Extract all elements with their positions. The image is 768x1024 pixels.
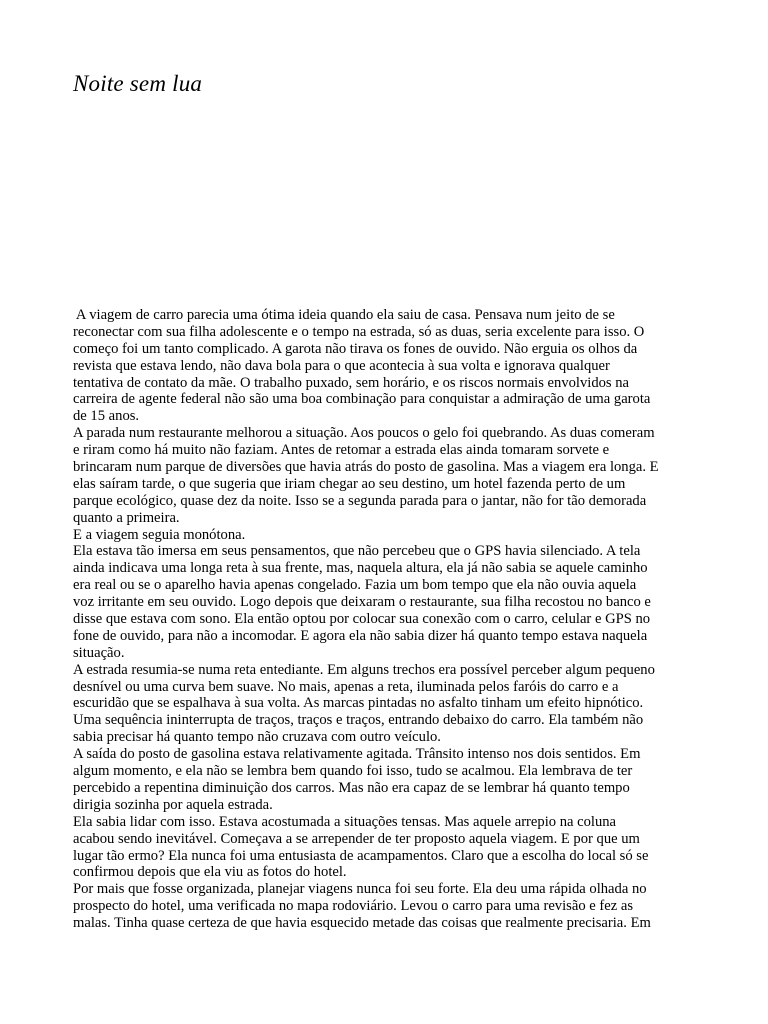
body-line: A estrada resumia-se numa reta entediante. Em alguns trechos era possível perceber algum pequeno — [73, 661, 655, 678]
body-line: quanto a primeira. — [73, 509, 180, 526]
body-line: desnível ou uma curva bem suave. No mais, apenas a reta, iluminada pelos faróis do carro e a — [73, 678, 619, 695]
body-line: lugar tão ermo? Ela nunca foi uma entusiasta de acampamentos. Claro que a escolha do local só se — [73, 847, 649, 864]
body-line: fone de ouvido, para não a incomodar. E agora ela não sabia dizer há quanto tempo estava naquela — [73, 627, 648, 644]
body-line: brincaram num parque de diversões que havia atrás do posto de gasolina. Mas a viagem era longa. E — [73, 459, 659, 476]
body-line: E a viagem seguia monótona. — [73, 526, 246, 543]
body-line: prospecto do hotel, uma verificada no mapa rodoviário. Levou o carro para uma revisão e fez as — [73, 898, 634, 915]
body-line: tentativa de contato da mãe. O trabalho puxado, sem horário, e os riscos normais envolvidos na — [73, 374, 630, 391]
body-line: Uma sequência ininterrupta de traços, traços e traços, entrando debaixo do carro. Ela também não — [73, 712, 644, 729]
body-line: ainda indicava uma longa reta à sua frente, mas, naquela altura, ela já não sabia se aquele caminho — [73, 560, 648, 577]
body-line: parque ecológico, quase dez da noite. Isso se a segunda parada para o jantar, não for tão demorada — [73, 492, 647, 509]
body-line: situação. — [73, 644, 125, 661]
body-line: começo foi um tanto complicado. A garota não tirava os fones de ouvido. Não erguia os olhos da — [73, 340, 638, 357]
document-body — [73, 307, 701, 932]
body-line: escuridão que se espalhava à sua volta. As marcas pintadas no asfalto tinham um efeito hipnótico. — [73, 695, 644, 712]
body-line: carreira de agente federal não são uma boa combinação para conquistar a admiração de uma garota — [73, 391, 651, 408]
body-line: dirigia sozinha por aquela estrada. — [73, 796, 273, 813]
body-line: sabia precisar há quanto tempo não cruzava com outro veículo. — [73, 729, 441, 746]
body-line: Ela estava tão imersa em seus pensamentos, que não percebeu que o GPS havia silenciado. A tela — [73, 543, 641, 560]
body-line: Ela sabia lidar com isso. Estava acostumada a situações tensas. Mas aquele arrepio na coluna — [73, 813, 617, 830]
body-line: malas. Tinha quase certeza de que havia esquecido metade das coisas que realmente precisaria. Em — [73, 915, 651, 932]
body-line: reconectar com sua filha adolescente e o tempo na estrada, só as duas, seria excelente para isso. O — [73, 323, 645, 340]
body-line: disse que estava com sono. Ela então optou por colocar sua conexão com o carro, celular e GPS no — [73, 611, 651, 628]
body-line: era real ou se o aparelho havia apenas congelado. Fazia um bom tempo que ela não ouvia aquela — [73, 577, 637, 594]
document-title: Noite sem lua — [73, 71, 203, 96]
body-line: percebido a repentina diminuição dos carros. Mas não era capaz de se lembrar há quanto tempo — [73, 779, 630, 796]
body-line: de 15 anos. — [73, 408, 140, 425]
body-line: A parada num restaurante melhorou a situação. Aos poucos o gelo foi quebrando. As duas comeram — [73, 425, 655, 442]
body-line: voz irritante em seu ouvido. Logo depois que deixaram o restaurante, sua filha recostou no banco e — [73, 594, 651, 611]
body-line: elas saíram tarde, o que sugeria que iriam chegar ao seu destino, um hotel fazenda perto de um — [73, 475, 626, 492]
body-line: Por mais que fosse organizada, planejar viagens nunca foi seu forte. Ela deu uma rápida olhada no — [73, 881, 647, 898]
body-line: revista que estava lendo, não dava bola para o que acontecia à sua volta e ignorava qualquer — [73, 357, 610, 374]
body-line: A viagem de carro parecia uma ótima ideia quando ela saiu de casa. Pensava num jeito de se — [73, 307, 615, 323]
body-line: acabou sendo inevitável. Começava a se arrepender de ter proposto aquela viagem. E por que um — [73, 830, 640, 847]
body-line: e riram como há muito não faziam. Antes de retomar a estrada elas ainda tomaram sorvete e — [73, 442, 610, 459]
body-line: algum momento, e ela não se lembra bem quando foi isso, tudo se acalmou. Ela lembrava de ter — [73, 763, 633, 780]
body-line: A saída do posto de gasolina estava relativamente agitada. Trânsito intenso nos dois sentidos. Em — [73, 746, 641, 763]
body-line: confirmou depois que ela viu as fotos do hotel. — [73, 864, 347, 881]
